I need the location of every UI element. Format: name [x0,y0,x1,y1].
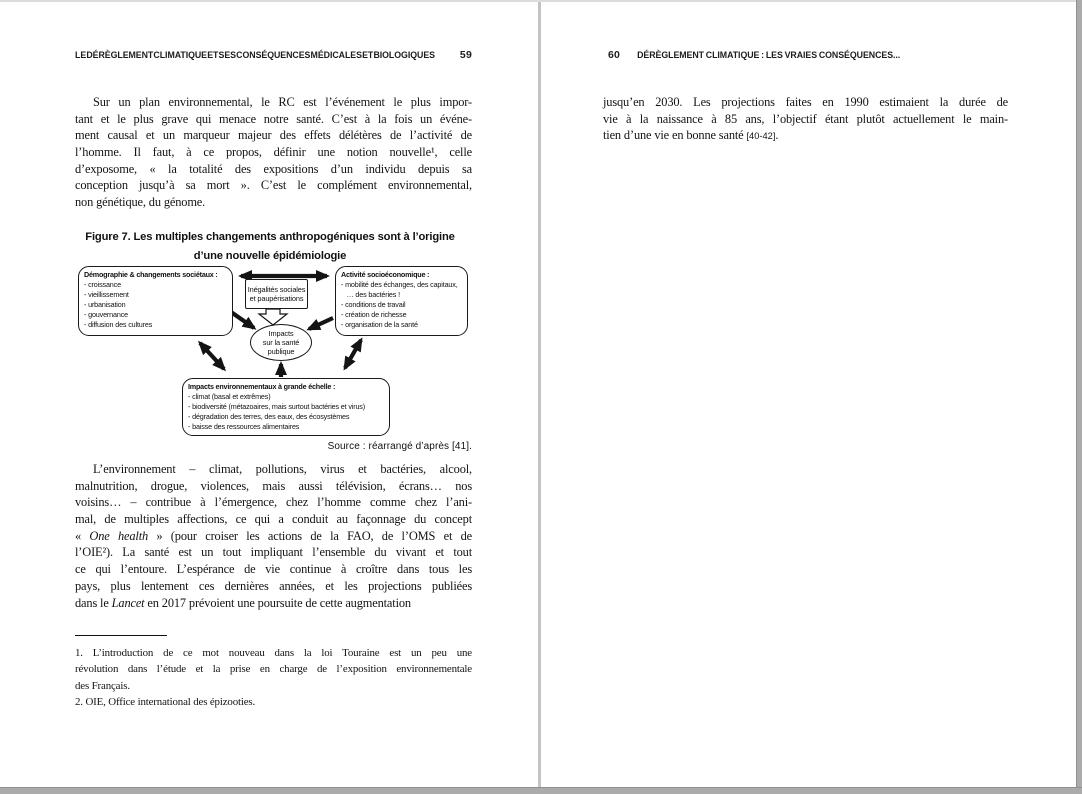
text-line: sur la santé [262,338,300,347]
text-line: Impacts [268,329,294,338]
text-line: vie à la naissance à 85 ans, l’objectif étant plutôt actuellement le main- [603,111,1008,126]
text-line: jusqu’en 2030. Les projections faites en 1990 estimaient la durée de [603,95,1008,109]
text-line: voisins… – contribue à l’émergence, chez l’homme comme chez l’ani- [75,495,472,510]
arrow-activity-environment [345,340,361,368]
text-line: des Français. [75,679,130,692]
paragraph-exposome [75,94,472,211]
text-line: tant et le plus grave qui menace notre santé. C’est à la fois un événe- [75,111,472,126]
text-line: mal, de multiples affections, ce qui a conduit au façonnage du concept [75,512,472,527]
inequalities-box [245,279,308,309]
page-number-right: 60 [608,49,621,61]
text-line: … des bactéries ! [341,290,400,299]
text-line: - dégradation des terres, des eaux, des écosystèmes [188,412,350,421]
text-line: révolution dans l’étude et la prise en charge de l’exposition environnementale [75,663,472,676]
demography-box [78,266,233,336]
text-line: dans le Lancet en 2017 prévoient une poursuite de cette augmentation [75,595,411,610]
page-gutter [538,0,541,788]
health-impacts-ellipse [250,324,312,361]
text-line: - organisation de la santé [341,320,418,329]
demography-box-title: Démographie & changements sociétaux : [84,270,218,279]
environment-box-title: Impacts environnementaux à grande échelle : [188,382,336,391]
footnote-2 [75,694,472,710]
left-page [0,0,539,794]
paragraph-one-health [75,461,472,611]
paragraph-life-expectancy [603,94,1008,144]
text-line: l’homme. Il faut, à ce propos, définir une notion nouvelle¹, celle [75,145,472,160]
text-line: non génétique, du génome. [75,195,206,210]
activity-box-list [341,280,462,330]
text-line: et paupérisations [249,294,304,303]
text-line: pays, plus lentement ces dernières années, et les projections publiées [75,578,472,593]
text-line: Sur un plan environnemental, le RC est l’événement le plus impor- [93,95,472,109]
text-line: - vieillissement [84,290,129,299]
health-impacts-text [263,329,299,356]
arrow-demography-to-impacts [231,312,254,328]
text-line: - mobilité des échanges, des capitaux, [341,280,458,289]
text-line: L’environnement – climat, pollutions, virus et bactéries, alcool, [93,462,472,476]
activity-box [335,266,468,336]
footnote-1 [75,645,472,694]
text-line: - urbanisation [84,300,126,309]
text-line: - climat (basal et extrêmes) [188,392,271,401]
text-line: 1. L’introduction de ce mot nouveau dans la loi Touraine est un peu une [75,647,472,659]
arrow-activity-to-impacts [309,318,333,329]
right-edge [1076,0,1082,794]
running-head-title: LE DÉRÈGLEMENT CLIMATIQUE ET SES CONSÉQUENCES MÉDICALES ET BIOLOGIQUES [75,50,435,60]
text-line: - création de richesse [341,310,407,319]
text-line: - croissance [84,280,121,289]
text-line: conception jusqu’à sa mort ». C’est le complément environnemental, [75,178,472,193]
text-line: - conditions de travail [341,300,406,309]
text-line: publique [267,347,295,356]
top-edge [0,0,1082,2]
text-line: - biodiversité (métazoaires, mais surtout bactéries et virus) [188,402,365,411]
text-line: - gouvernance [84,310,129,319]
text-line: malnutrition, drogue, violences, mais aussi télévision, écrans… nos [75,478,472,493]
hollow-arrow-inequalities-to-impacts [259,309,287,325]
figure-source: Source : réarrangé d’après [41]. [327,441,472,452]
running-head-left [75,49,472,61]
running-head-title-right: DÉRÈGLEMENT CLIMATIQUE : LES VRAIES CONSÉQUENCES... [637,50,901,60]
text-line: « One health » (pour croiser les actions de la FAO, de l’OMS et de [75,528,472,543]
right-page [543,0,1082,794]
text-line: 2. OIE, Office international des épizooties. [75,696,256,708]
page-number-left: 59 [459,49,472,61]
text-line: l’OIE²). La santé est un tout impliquant l’ensemble du vivant et tout [75,545,472,560]
footnote-separator [75,635,167,636]
running-head-right [608,49,900,61]
text-line: ment causal et un marqueur majeur des effets délétères de l’activité de [75,128,472,143]
environment-box-list [188,392,384,432]
environment-box [182,378,390,436]
arrow-demography-environment [200,343,224,369]
text-line: ce qui l’entoure. L’espérance de vie continue à croître dans tous les [75,562,472,577]
inequalities-box-text [248,285,306,304]
activity-box-title: Activité socioéconomique : [341,270,430,279]
text-line: tien d’une vie en bonne santé [40-42]. [603,128,779,143]
figure-caption-line-2: d’une nouvelle épidémiologie [193,250,347,262]
text-line: - diffusion des cultures [84,320,153,329]
text-line: Inégalités sociales [247,284,306,294]
text-line: - baisse des ressources alimentaires [188,422,300,431]
figure-caption-line-1: Figure 7. Les multiples changements anthropogéniques sont à l’origine [85,231,455,243]
text-line: d’exposome, « la totalité des expositions d’un individu depuis sa [75,161,472,176]
demography-box-list [84,280,227,330]
bottom-edge [0,787,1082,794]
